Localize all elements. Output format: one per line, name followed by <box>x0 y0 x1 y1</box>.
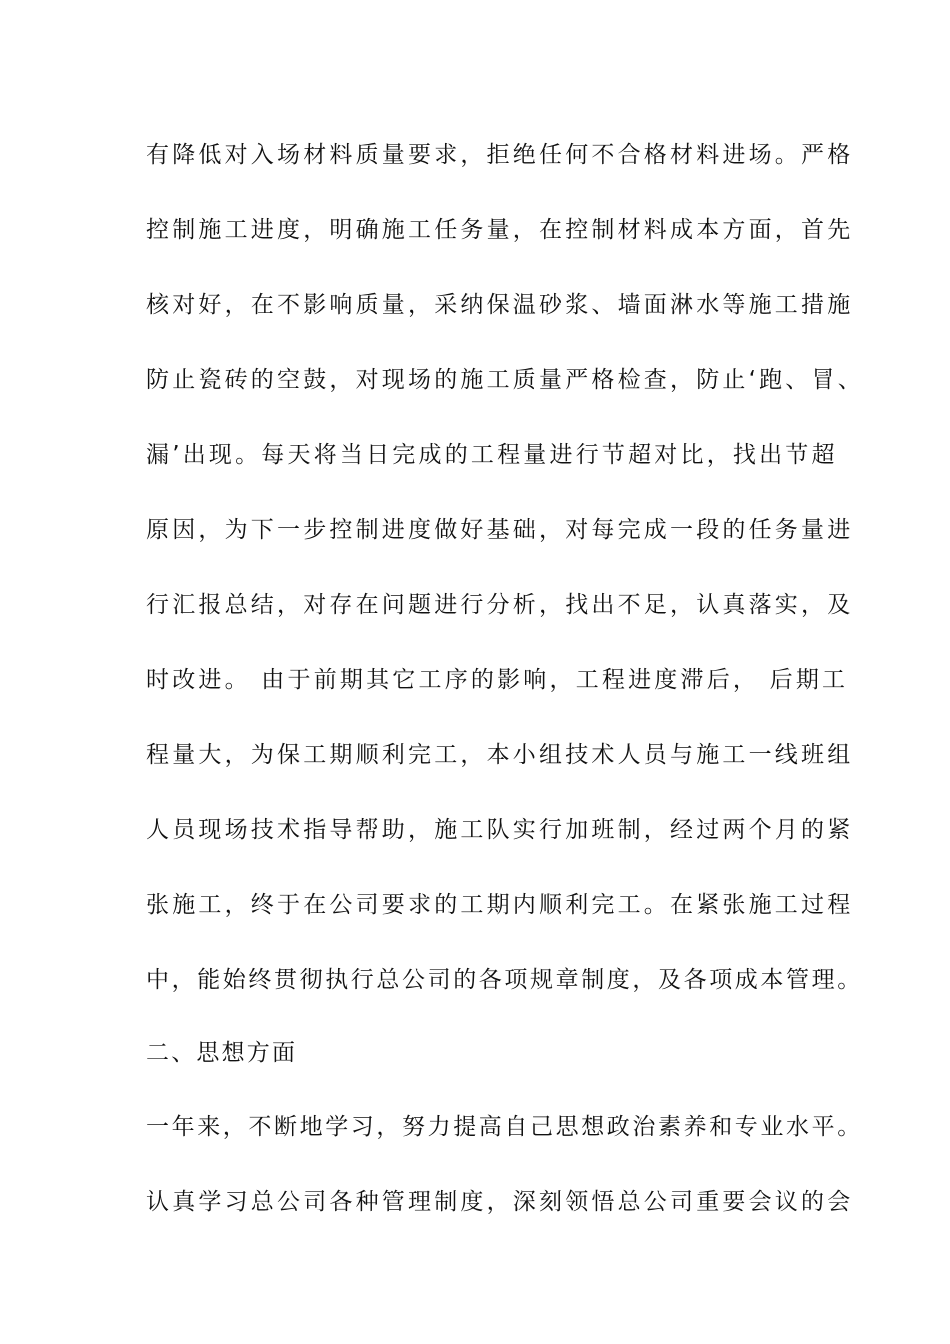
paragraph-line: 中，能始终贯彻执行总公司的各项规章制度，及各项成本管理。 <box>146 967 863 993</box>
paragraph-line: 原因，为下一步控制进度做好基础，对每完成一段的任务量进 <box>146 517 854 543</box>
paragraph-line: 时改进。 由于前期其它工序的影响，工程进度滞后， 后期工 <box>146 667 849 693</box>
paragraph-line: 有降低对入场材料质量要求，拒绝任何不合格材料进场。严格 <box>146 142 854 168</box>
paragraph-line: 控制施工进度，明确施工任务量，在控制材料成本方面，首先 <box>146 217 854 243</box>
paragraph-line: 认真学习总公司各种管理制度，深刻领悟总公司重要会议的会 <box>146 1189 854 1215</box>
paragraph-line: 一年来，不断地学习，努力提高自己思想政治素养和专业水平。 <box>146 1114 863 1140</box>
paragraph-line: 漏’出现。每天将当日完成的工程量进行节超对比，找出节超 <box>146 442 838 468</box>
paragraph-line: 张施工，终于在公司要求的工期内顺利完工。在紧张施工过程 <box>146 892 854 918</box>
paragraph-line: 防止瓷砖的空鼓，对现场的施工质量严格检查，防止‘跑、冒、 <box>146 367 864 393</box>
paragraph-line: 核对好，在不影响质量，采纳保温砂浆、墙面淋水等施工措施 <box>146 292 854 318</box>
paragraph-line: 人员现场技术指导帮助，施工队实行加班制，经过两个月的紧 <box>146 817 854 843</box>
paragraph-line: 程量大，为保工期顺利完工，本小组技术人员与施工一线班组 <box>146 742 854 768</box>
section-heading: 二、思想方面 <box>146 1040 298 1066</box>
paragraph-line: 行汇报总结，对存在问题进行分析，找出不足，认真落实，及 <box>146 592 854 618</box>
